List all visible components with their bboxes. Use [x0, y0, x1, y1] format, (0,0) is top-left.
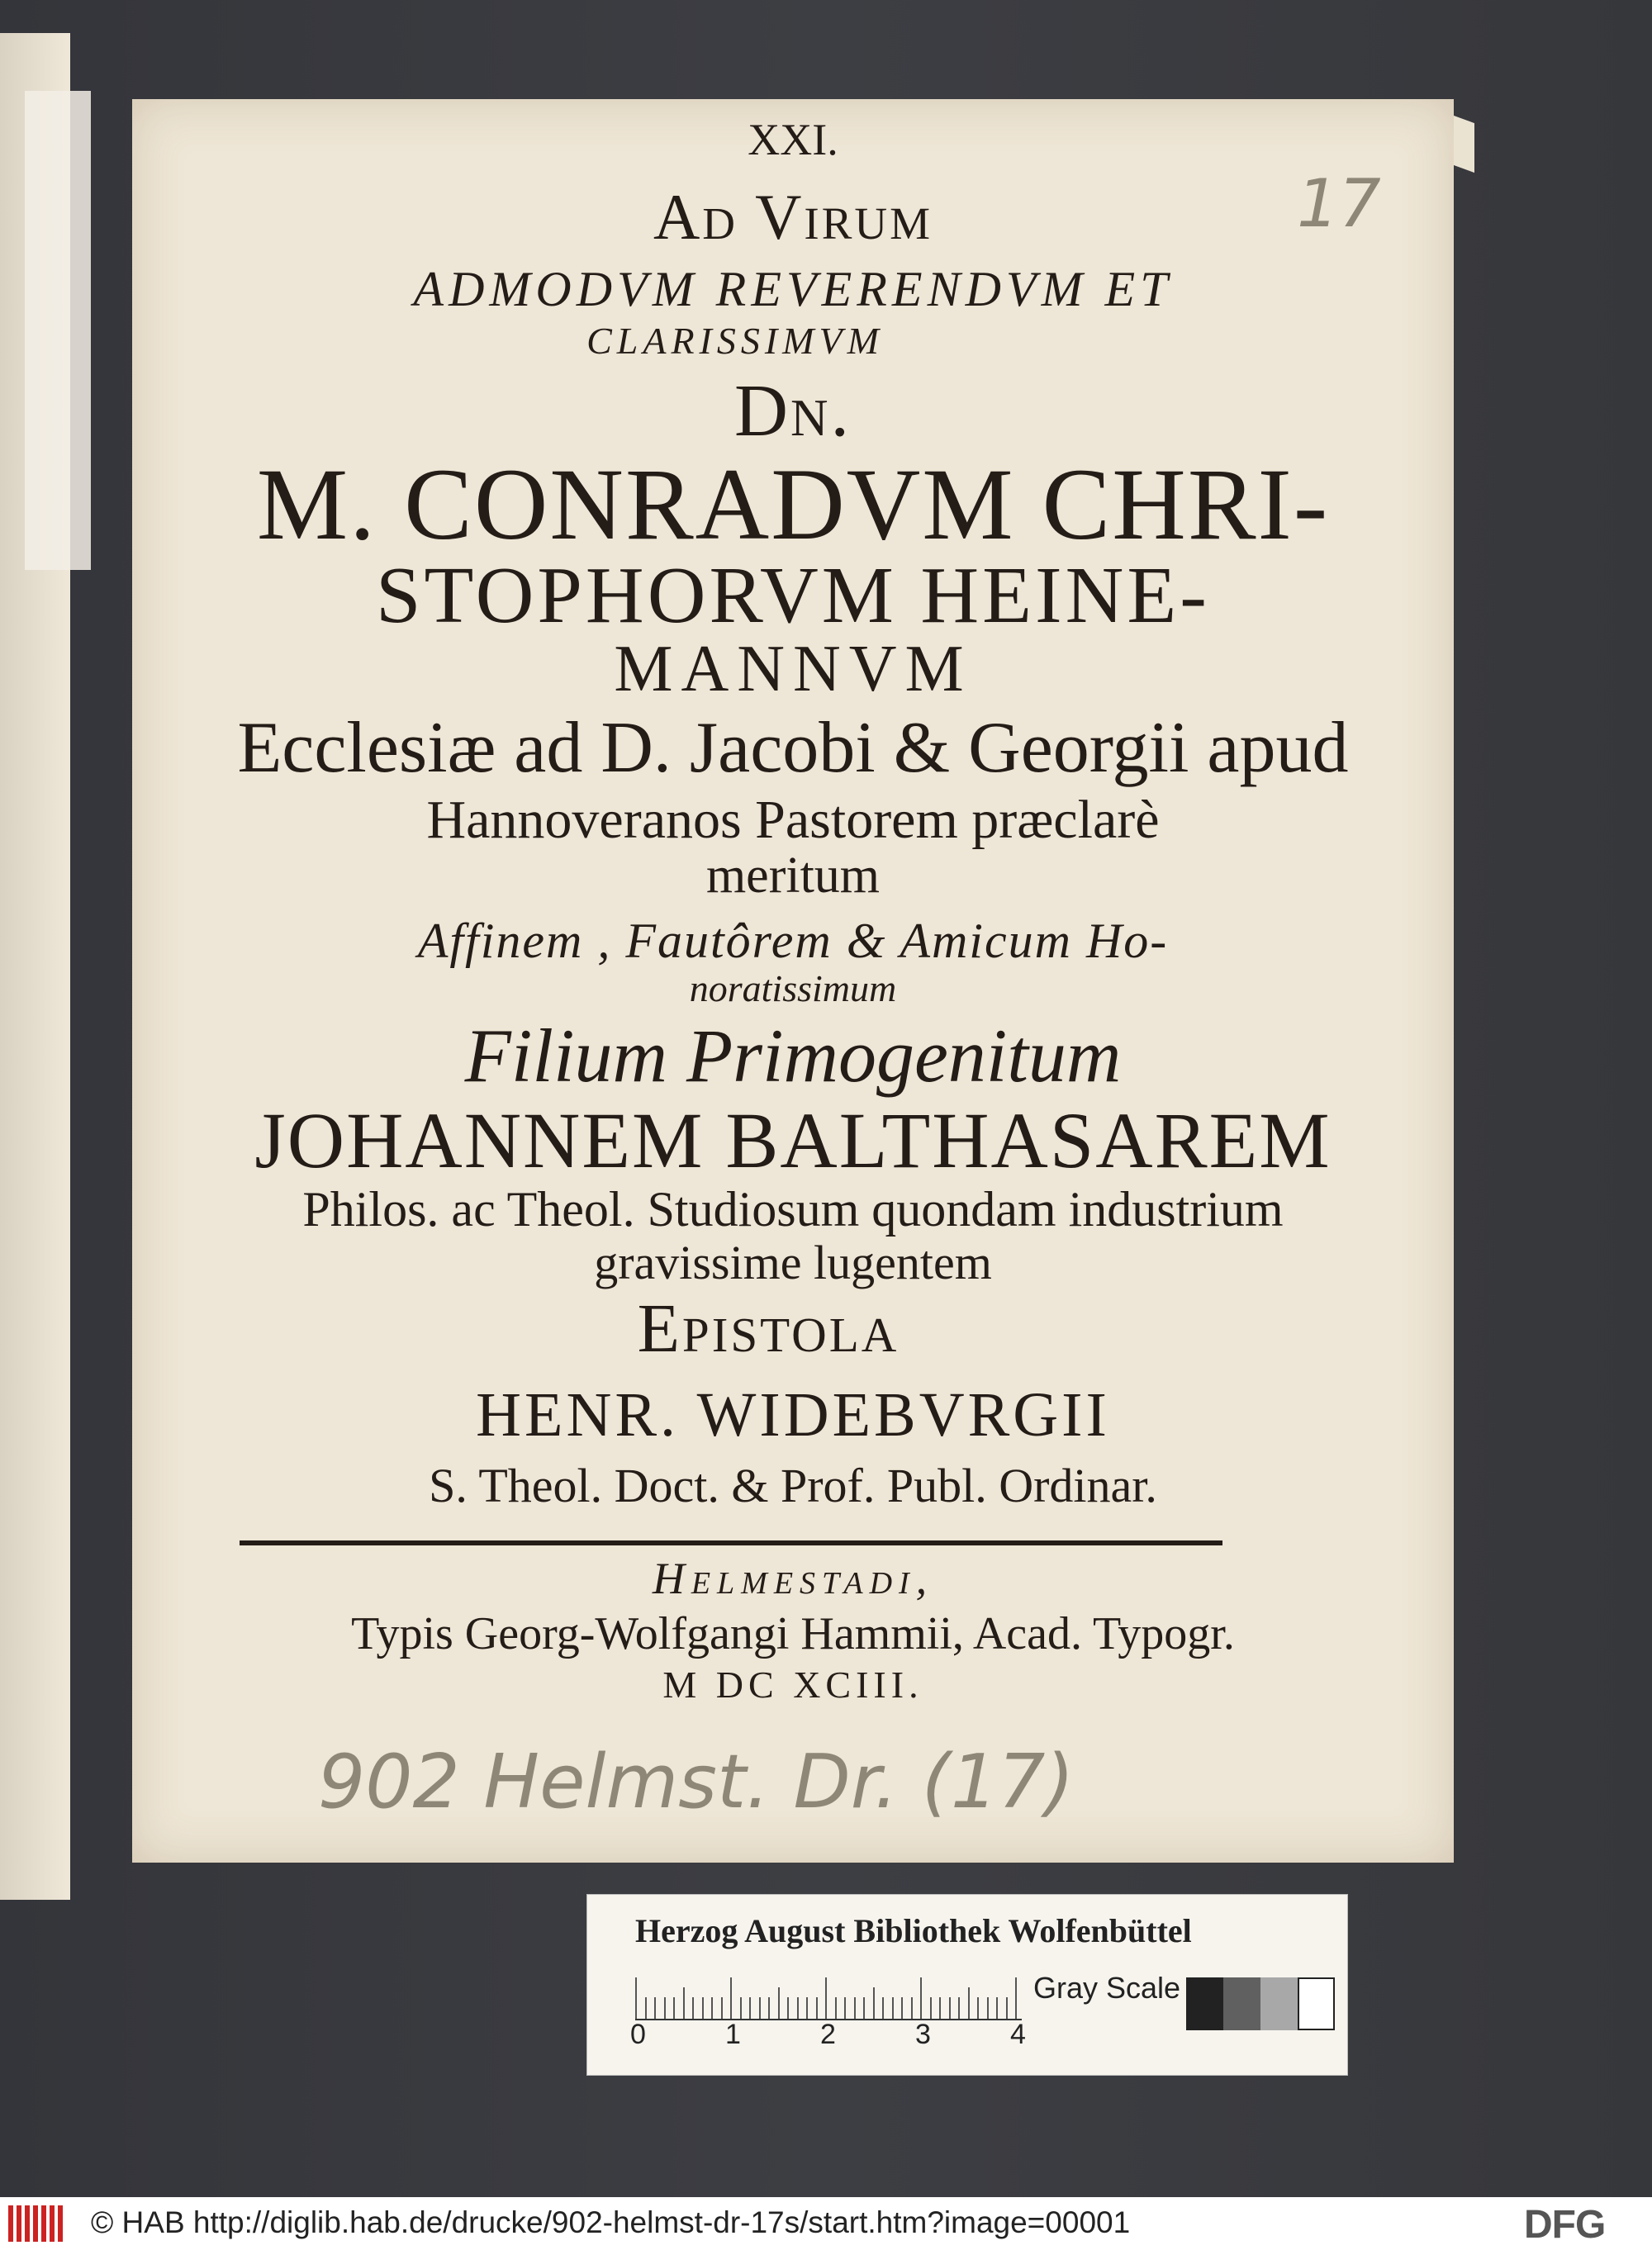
title-affinem: Affinem , Fautôrem & Amicum Ho-	[417, 914, 1169, 968]
ruler-label-1: 1	[725, 2019, 741, 2050]
title-clarissimum: CLARISSIMVM	[586, 320, 884, 362]
scale-ruler	[635, 1976, 1022, 2020]
dfg-logo: DFG	[1524, 2203, 1606, 2247]
ruler-tick	[635, 1977, 637, 2019]
ruler-tick	[787, 1997, 789, 2019]
ruler-tick	[749, 1997, 751, 2019]
ruler-tick	[892, 1997, 894, 2019]
ruler-tick	[1015, 1977, 1017, 2019]
ruler-tick	[949, 1997, 951, 2019]
ruler-tick	[740, 1997, 742, 2019]
title-page	[132, 99, 1454, 1863]
title-gravissime: gravissime lugentem	[594, 1236, 992, 1289]
item-number: XXI.	[748, 115, 838, 164]
title-conradum: M. CONRADVM CHRI-	[256, 448, 1330, 561]
copyright-url[interactable]: © HAB http://diglib.hab.de/drucke/902-helmst-dr-17s/start.htm?image=00001	[91, 2205, 1131, 2239]
ruler-tick	[920, 1977, 922, 2019]
ruler-tick	[863, 1997, 865, 2019]
ruler-tick	[730, 1977, 732, 2019]
ruler-tick	[797, 1997, 799, 2019]
author-name: HENR. WIDEBVRGII	[476, 1380, 1110, 1450]
title-noratissimum: noratissimum	[689, 967, 897, 1009]
gray-swatch-white	[1298, 1977, 1335, 2030]
ruler-tick	[673, 1997, 675, 2019]
gray-swatch-dark	[1223, 1977, 1260, 2030]
ruler-tick	[702, 1997, 704, 2019]
ruler-tick	[1006, 1997, 1008, 2019]
ruler-tick	[930, 1997, 932, 2019]
imprint-year: M DC XCIII.	[662, 1664, 923, 1706]
imprint-place: Helmestadi,	[652, 1554, 934, 1603]
ruler-tick	[968, 1987, 970, 2019]
ruler-tick	[987, 1997, 989, 2019]
ruler-tick	[692, 1997, 694, 2019]
ruler-tick	[901, 1997, 903, 2019]
ruler-label-2: 2	[820, 2019, 836, 2050]
title-ad-virum: Ad Virum	[653, 181, 933, 253]
handwritten-shelfmark: 902 Helmst. Dr. (17)	[318, 1739, 1075, 1825]
ruler-tick	[996, 1997, 998, 2019]
ruler-tick	[882, 1997, 884, 2019]
ruler-tick	[844, 1997, 846, 2019]
ruler-tick	[939, 1997, 941, 2019]
ruler-tick	[654, 1997, 656, 2019]
title-stophorum: STOPHORVM HEINE-	[376, 551, 1210, 640]
ruler-tick	[854, 1997, 856, 2019]
title-johannem: JOHANNEM BALTHASAREM	[254, 1096, 1332, 1184]
title-hannoveranos: Hannoveranos Pastorem præclarè	[426, 790, 1160, 850]
title-ecclesiae: Ecclesiæ ad D. Jacobi & Georgii apud	[237, 708, 1349, 788]
title-filium: Filium Primogenitum	[464, 1013, 1122, 1098]
title-meritum: meritum	[705, 847, 881, 904]
ruler-tick	[778, 1987, 780, 2019]
title-philos: Philos. ac Theol. Studiosum quondam industrium	[302, 1182, 1284, 1237]
gray-scale-label: Gray Scale	[1033, 1971, 1181, 2005]
ruler-tick	[806, 1997, 808, 2019]
horizontal-rule	[240, 1540, 1222, 1545]
ruler-tick	[816, 1997, 818, 2019]
title-epistola: Epistola	[637, 1290, 900, 1367]
gray-swatch-light	[1260, 1977, 1298, 2030]
ruler-tick	[759, 1997, 761, 2019]
imprint-printer: Typis Georg-Wolfgangi Hammii, Acad. Typogr.	[351, 1608, 1235, 1659]
gray-swatch-black	[1186, 1977, 1223, 2030]
ruler-tick	[645, 1997, 647, 2019]
color-control-strip	[586, 1894, 1348, 2076]
ruler-label-0: 0	[630, 2019, 646, 2050]
viewer-footer	[0, 2197, 1652, 2250]
ruler-tick	[911, 1997, 913, 2019]
title-dn: Dn.	[734, 370, 852, 452]
ruler-tick	[958, 1997, 960, 2019]
ruler-tick	[711, 1997, 713, 2019]
ruler-label-3: 3	[915, 2019, 931, 2050]
title-admodum: ADMODVM REVERENDVM ET	[413, 262, 1173, 316]
ruler-tick	[873, 1987, 875, 2019]
handwritten-corner-number: 17	[1297, 165, 1381, 242]
library-name: Herzog August Bibliothek Wolfenbüttel	[635, 1912, 1192, 1949]
ruler-tick	[768, 1997, 770, 2019]
title-mannum: MANNVM	[614, 633, 972, 705]
barcode-icon	[8, 2205, 66, 2242]
ruler-tick	[683, 1987, 685, 2019]
ruler-tick	[825, 1977, 827, 2019]
ruler-tick	[977, 1997, 979, 2019]
ruler-tick	[664, 1997, 666, 2019]
author-title: S. Theol. Doct. & Prof. Publ. Ordinar.	[429, 1459, 1157, 1512]
ruler-tick	[835, 1997, 837, 2019]
ruler-label-4: 4	[1010, 2019, 1026, 2050]
ruler-tick	[721, 1997, 723, 2019]
